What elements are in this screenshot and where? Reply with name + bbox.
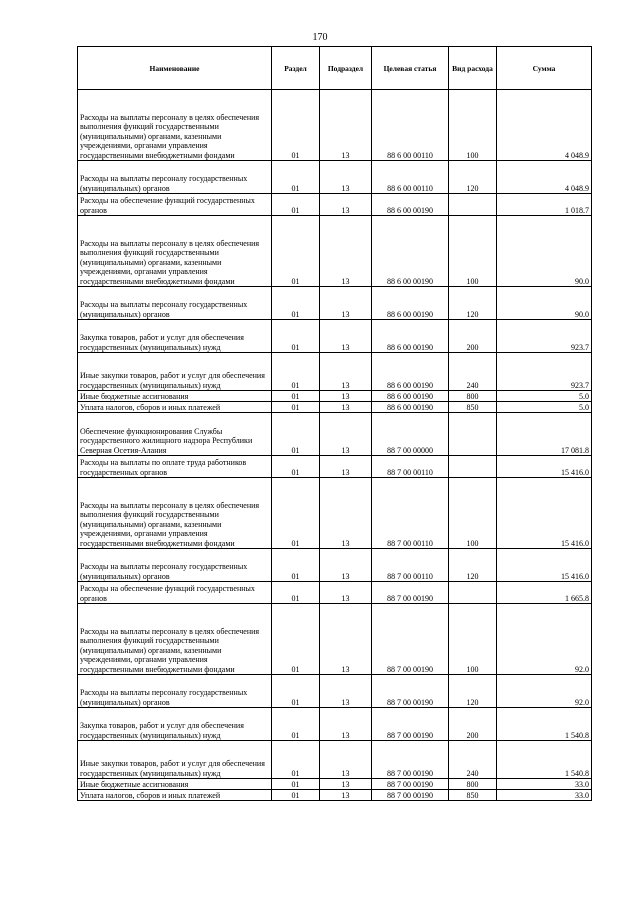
header-section: Раздел [272,47,320,90]
cell-section: 01 [272,391,320,402]
cell-target: 88 7 00 00110 [372,478,449,549]
cell-target: 88 6 00 00190 [372,216,449,287]
cell-name: Уплата налогов, сборов и иных платежей [78,402,272,413]
cell-name: Расходы на выплаты персоналу государственных (муниципальных) органов [78,549,272,582]
cell-amount: 923.7 [497,353,592,391]
cell-subsection: 13 [320,413,372,456]
cell-name: Иные закупки товаров, работ и услуг для обеспечения государственных (муниципальных) нужд [78,741,272,779]
cell-expense-type: 120 [449,161,497,194]
cell-expense-type: 200 [449,708,497,741]
table-row [78,675,592,708]
cell-expense-type: 850 [449,402,497,413]
cell-target: 88 6 00 00110 [372,90,449,161]
cell-section: 01 [272,161,320,194]
cell-expense-type [449,194,497,216]
cell-name: Обеспечение функционирования Службы государственного жилищного надзора Республики Северная Осетия-Алания [78,413,272,456]
cell-target: 88 7 00 00000 [372,413,449,456]
cell-subsection: 13 [320,161,372,194]
cell-subsection: 13 [320,604,372,675]
cell-name: Расходы на выплаты персоналу в целях обеспечения выполнения функций государственными (муниципальными) органами, казенными учреждениями, органами управления государственными внебюджетными фондами [78,216,272,287]
cell-amount: 1 665.8 [497,582,592,604]
cell-section: 01 [272,402,320,413]
cell-amount: 5.0 [497,402,592,413]
cell-section: 01 [272,478,320,549]
cell-section: 01 [272,604,320,675]
cell-section: 01 [272,287,320,320]
table-row [78,456,592,478]
cell-amount: 33.0 [497,779,592,790]
cell-name: Расходы на выплаты персоналу государственных (муниципальных) органов [78,287,272,320]
cell-section: 01 [272,741,320,779]
cell-amount: 33.0 [497,790,592,801]
cell-expense-type: 100 [449,604,497,675]
cell-section: 01 [272,90,320,161]
table-row [78,216,592,287]
cell-expense-type: 240 [449,353,497,391]
cell-subsection: 13 [320,478,372,549]
cell-section: 01 [272,675,320,708]
cell-name: Иные бюджетные ассигнования [78,391,272,402]
cell-expense-type [449,582,497,604]
cell-expense-type: 200 [449,320,497,353]
cell-target: 88 6 00 00190 [372,320,449,353]
cell-subsection: 13 [320,194,372,216]
cell-amount: 4 048.9 [497,90,592,161]
cell-target: 88 7 00 00190 [372,779,449,790]
cell-target: 88 7 00 00190 [372,582,449,604]
cell-expense-type: 100 [449,216,497,287]
header-row [78,47,592,90]
table-row [78,708,592,741]
cell-expense-type: 850 [449,790,497,801]
cell-name: Расходы на выплаты персоналу государственных (муниципальных) органов [78,675,272,708]
table-row [78,161,592,194]
cell-subsection: 13 [320,549,372,582]
cell-name: Расходы на обеспечение функций государственных органов [78,582,272,604]
cell-target: 88 7 00 00190 [372,741,449,779]
cell-section: 01 [272,353,320,391]
cell-expense-type [449,413,497,456]
cell-section: 01 [272,194,320,216]
cell-subsection: 13 [320,790,372,801]
header-name: Наименование [78,47,272,90]
cell-amount: 15 416.0 [497,456,592,478]
cell-expense-type: 100 [449,478,497,549]
cell-section: 01 [272,779,320,790]
cell-subsection: 13 [320,320,372,353]
cell-subsection: 13 [320,456,372,478]
cell-section: 01 [272,413,320,456]
page-number: 170 [312,32,328,43]
cell-amount: 90.0 [497,287,592,320]
cell-subsection: 13 [320,216,372,287]
cell-section: 01 [272,549,320,582]
cell-target: 88 7 00 00110 [372,456,449,478]
table-body [78,90,592,801]
cell-target: 88 6 00 00190 [372,391,449,402]
cell-section: 01 [272,790,320,801]
header-subsection: Подраздел [320,47,372,90]
table-row [78,194,592,216]
table-row [78,353,592,391]
cell-expense-type: 800 [449,779,497,790]
cell-target: 88 6 00 00190 [372,402,449,413]
table-row [78,790,592,801]
table-row [78,320,592,353]
budget-table [77,46,592,801]
header-expense-type: Вид расхода [449,47,497,90]
cell-target: 88 7 00 00190 [372,790,449,801]
cell-expense-type: 120 [449,287,497,320]
cell-amount: 15 416.0 [497,549,592,582]
cell-name: Расходы на выплаты персоналу в целях обеспечения выполнения функций государственными (муниципальными) органами, казенными учреждениями, органами управления государственными внебюджетными фондами [78,478,272,549]
cell-amount: 4 048.9 [497,161,592,194]
cell-section: 01 [272,216,320,287]
header-amount: Сумма [497,47,592,90]
cell-amount: 90.0 [497,216,592,287]
cell-amount: 1 540.8 [497,741,592,779]
cell-amount: 92.0 [497,675,592,708]
cell-subsection: 13 [320,90,372,161]
cell-expense-type: 120 [449,549,497,582]
cell-name: Иные бюджетные ассигнования [78,779,272,790]
cell-amount: 1 018.7 [497,194,592,216]
cell-section: 01 [272,320,320,353]
cell-name: Расходы на выплаты по оплате труда работников государственных органов [78,456,272,478]
cell-subsection: 13 [320,779,372,790]
cell-target: 88 6 00 00190 [372,353,449,391]
cell-target: 88 7 00 00110 [372,549,449,582]
cell-name: Иные закупки товаров, работ и услуг для обеспечения государственных (муниципальных) нужд [78,353,272,391]
cell-name: Расходы на выплаты персоналу государственных (муниципальных) органов [78,161,272,194]
cell-target: 88 6 00 00190 [372,194,449,216]
cell-section: 01 [272,456,320,478]
cell-subsection: 13 [320,287,372,320]
cell-target: 88 7 00 00190 [372,708,449,741]
cell-name: Расходы на выплаты персоналу в целях обеспечения выполнения функций государственными (муниципальными) органами, казенными учреждениями, органами управления государственными внебюджетными фондами [78,90,272,161]
header-target: Целевая статья [372,47,449,90]
table-row [78,478,592,549]
cell-amount: 1 540.8 [497,708,592,741]
cell-name: Закупка товаров, работ и услуг для обеспечения государственных (муниципальных) нужд [78,320,272,353]
table-row [78,779,592,790]
table-row [78,287,592,320]
cell-amount: 92.0 [497,604,592,675]
cell-name: Закупка товаров, работ и услуг для обеспечения государственных (муниципальных) нужд [78,708,272,741]
cell-name: Уплата налогов, сборов и иных платежей [78,790,272,801]
cell-expense-type: 100 [449,90,497,161]
table-row [78,413,592,456]
cell-amount: 17 081.8 [497,413,592,456]
cell-target: 88 6 00 00190 [372,287,449,320]
cell-section: 01 [272,708,320,741]
cell-subsection: 13 [320,675,372,708]
cell-name: Расходы на обеспечение функций государственных органов [78,194,272,216]
table-row [78,549,592,582]
cell-amount: 5.0 [497,391,592,402]
table-row [78,604,592,675]
cell-subsection: 13 [320,353,372,391]
cell-expense-type: 240 [449,741,497,779]
cell-expense-type: 800 [449,391,497,402]
table-row [78,402,592,413]
cell-target: 88 7 00 00190 [372,604,449,675]
table-row [78,90,592,161]
cell-section: 01 [272,582,320,604]
cell-amount: 923.7 [497,320,592,353]
cell-subsection: 13 [320,391,372,402]
cell-subsection: 13 [320,582,372,604]
cell-subsection: 13 [320,402,372,413]
table-row [78,391,592,402]
cell-subsection: 13 [320,741,372,779]
cell-name: Расходы на выплаты персоналу в целях обеспечения выполнения функций государственными (муниципальными) органами, казенными учреждениями, органами управления государственными внебюджетными фондами [78,604,272,675]
cell-target: 88 7 00 00190 [372,675,449,708]
cell-subsection: 13 [320,708,372,741]
cell-expense-type [449,456,497,478]
cell-target: 88 6 00 00110 [372,161,449,194]
cell-amount: 15 416.0 [497,478,592,549]
table-header [78,47,592,90]
table-row [78,582,592,604]
cell-expense-type: 120 [449,675,497,708]
table-row [78,741,592,779]
